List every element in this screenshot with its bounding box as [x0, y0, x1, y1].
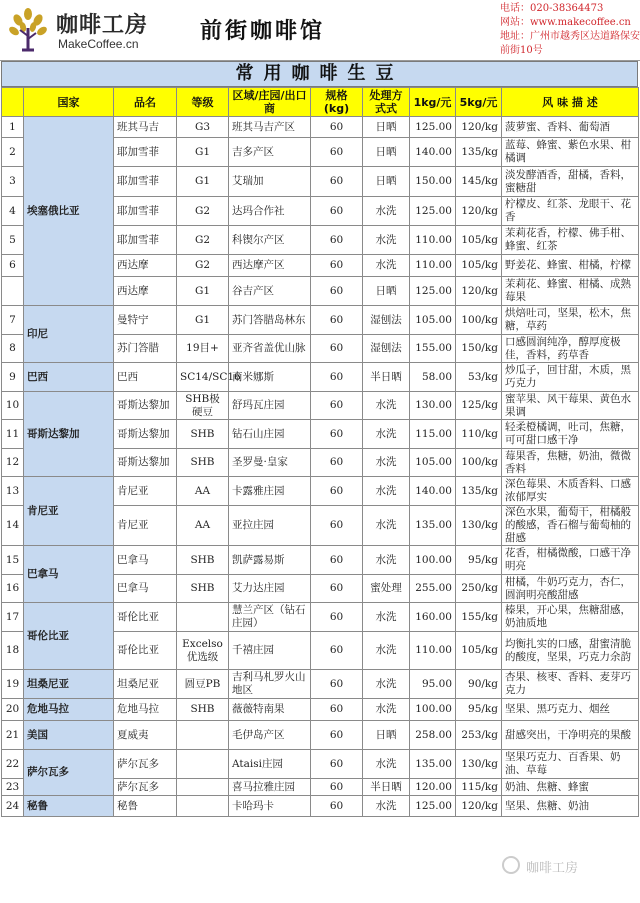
bean-name: 耶加雪菲: [114, 226, 177, 255]
table-row: [2, 392, 639, 420]
bean-spec: 60: [311, 546, 363, 575]
price-1kg: 95.00: [410, 670, 456, 699]
bean-grade: [177, 796, 229, 817]
bean-process: 水洗: [363, 546, 410, 575]
coffee-tree-icon: [8, 6, 48, 54]
contact-info: [500, 2, 640, 58]
bean-spec: 60: [311, 477, 363, 506]
bean-grade: G2: [177, 226, 229, 255]
flavor-description: 甜感突出，干净明亮的果酸: [502, 721, 639, 750]
bean-spec: 60: [311, 117, 363, 138]
bean-process: 半日晒: [363, 779, 410, 796]
price-1kg: 115.00: [410, 420, 456, 449]
bean-spec: 60: [311, 420, 363, 449]
flavor-description: 野姜花、蜂蜜、柑橘，柠檬: [502, 255, 639, 277]
country-cell: 萨尔瓦多: [24, 750, 114, 796]
price-5kg: 125/kg: [456, 392, 502, 420]
price-1kg: 125.00: [410, 796, 456, 817]
bean-grade: SHB: [177, 420, 229, 449]
price-5kg: 135/kg: [456, 477, 502, 506]
row-index: 6: [2, 255, 24, 277]
table-row: [2, 306, 639, 335]
row-index: 16: [2, 575, 24, 603]
flavor-description: 蜜苹果、风干莓果、黄色水果调: [502, 392, 639, 420]
bean-name: 班其马吉: [114, 117, 177, 138]
bean-name: 肯尼亚: [114, 506, 177, 546]
coffee-price-table: [1, 87, 639, 817]
price-5kg: 120/kg: [456, 277, 502, 306]
bean-spec: 60: [311, 699, 363, 721]
contact-address: 地址：广州市越秀区达道路保安前街10号: [500, 31, 640, 56]
bean-process: 湿刨法: [363, 306, 410, 335]
price-1kg: 130.00: [410, 392, 456, 420]
price-1kg: 110.00: [410, 255, 456, 277]
country-cell: 哥斯达黎加: [24, 392, 114, 477]
bean-name: 坦桑尼亚: [114, 670, 177, 699]
price-5kg: 130/kg: [456, 750, 502, 779]
flavor-description: 坚果、焦糖、奶油: [502, 796, 639, 817]
bean-process: 日晒: [363, 721, 410, 750]
bean-name: 哥斯达黎加: [114, 449, 177, 477]
bean-spec: 60: [311, 779, 363, 796]
bean-name: 秘鲁: [114, 796, 177, 817]
price-1kg: 155.00: [410, 335, 456, 363]
bean-process: 水洗: [363, 506, 410, 546]
bean-grade: 圆豆PB: [177, 670, 229, 699]
bean-region: 舒玛瓦庄园: [229, 392, 311, 420]
bean-region: 南米娜斯: [229, 363, 311, 392]
header: [0, 0, 640, 61]
price-1kg: 58.00: [410, 363, 456, 392]
bean-region: 毛伊岛产区: [229, 721, 311, 750]
bean-process: 水洗: [363, 699, 410, 721]
price-1kg: 105.00: [410, 449, 456, 477]
row-index: 20: [2, 699, 24, 721]
bean-region: 吉多产区: [229, 138, 311, 167]
bean-grade: [177, 750, 229, 779]
price-5kg: 150/kg: [456, 335, 502, 363]
row-index: [2, 277, 24, 306]
flavor-description: 茉莉花香，柠檬、佛手柑、蜂蜜、红茶: [502, 226, 639, 255]
price-5kg: 135/kg: [456, 138, 502, 167]
table-row: [2, 670, 639, 699]
row-index: 18: [2, 632, 24, 670]
bean-grade: [177, 779, 229, 796]
bean-spec: 60: [311, 750, 363, 779]
bean-process: 水洗: [363, 226, 410, 255]
bean-region: 圣罗曼·皇家: [229, 449, 311, 477]
bean-process: 水洗: [363, 670, 410, 699]
table-row: [2, 699, 639, 721]
bean-name: 西达摩: [114, 255, 177, 277]
bean-process: 水洗: [363, 603, 410, 632]
watermark: [500, 853, 638, 879]
country-cell: 印尼: [24, 306, 114, 363]
bean-process: 水洗: [363, 449, 410, 477]
flavor-description: 茉莉花、蜂蜜、柑橘、成熟莓果: [502, 277, 639, 306]
price-5kg: 100/kg: [456, 449, 502, 477]
price-5kg: 155/kg: [456, 603, 502, 632]
bean-grade: G2: [177, 197, 229, 226]
bean-region: 薇薇特南果: [229, 699, 311, 721]
bean-grade: SHB: [177, 449, 229, 477]
bean-spec: 60: [311, 632, 363, 670]
table-row: [2, 363, 639, 392]
bean-process: 湿刨法: [363, 335, 410, 363]
bean-spec: 60: [311, 306, 363, 335]
bean-region: Ataisi庄园: [229, 750, 311, 779]
bean-grade: G2: [177, 255, 229, 277]
bean-region: 喜马拉雅庄园: [229, 779, 311, 796]
country-cell: 危地马拉: [24, 699, 114, 721]
table-banner: 常用咖啡生豆: [1, 61, 638, 87]
bean-process: 日晒: [363, 167, 410, 197]
col-header-region: 区域/庄园/出口商: [229, 88, 311, 117]
row-index: 12: [2, 449, 24, 477]
flavor-description: 炒瓜子，回甘甜，木质，黑巧克力: [502, 363, 639, 392]
flavor-description: 榛果，开心果，焦糖甜感，奶油质地: [502, 603, 639, 632]
bean-spec: 60: [311, 138, 363, 167]
bean-process: 日晒: [363, 117, 410, 138]
price-1kg: 100.00: [410, 699, 456, 721]
row-index: 2: [2, 138, 24, 167]
bean-process: 半日晒: [363, 363, 410, 392]
bean-name: 巴拿马: [114, 575, 177, 603]
price-5kg: 105/kg: [456, 255, 502, 277]
contact-website[interactable]: 网站：www.makecoffee.cn: [500, 17, 631, 28]
row-index: 17: [2, 603, 24, 632]
bean-process: 水洗: [363, 392, 410, 420]
row-index: 10: [2, 392, 24, 420]
bean-name: 肯尼亚: [114, 477, 177, 506]
bean-spec: 60: [311, 363, 363, 392]
row-index: 1: [2, 117, 24, 138]
price-1kg: 150.00: [410, 167, 456, 197]
bean-grade: AA: [177, 506, 229, 546]
shop-title: 前街咖啡馆: [200, 19, 326, 44]
bean-grade: G1: [177, 167, 229, 197]
table-row: [2, 721, 639, 750]
row-index: 13: [2, 477, 24, 506]
bean-name: 萨尔瓦多: [114, 779, 177, 796]
bean-spec: 60: [311, 575, 363, 603]
row-index: 7: [2, 306, 24, 335]
bean-process: 水洗: [363, 796, 410, 817]
price-5kg: 95/kg: [456, 699, 502, 721]
country-cell: 哥伦比亚: [24, 603, 114, 670]
flavor-description: 柠檬皮、红茶、龙眼干、花香: [502, 197, 639, 226]
price-5kg: 105/kg: [456, 226, 502, 255]
price-5kg: 105/kg: [456, 632, 502, 670]
bean-region: 艾力达庄园: [229, 575, 311, 603]
col-header-price-1kg: 1kg/元: [410, 88, 456, 117]
col-header-price-5kg: 5kg/元: [456, 88, 502, 117]
bean-grade: G3: [177, 117, 229, 138]
wechat-icon: [502, 856, 520, 874]
bean-process: 水洗: [363, 420, 410, 449]
price-5kg: 53/kg: [456, 363, 502, 392]
country-cell: 肯尼亚: [24, 477, 114, 546]
bean-region: 苏门答腊岛林东: [229, 306, 311, 335]
bean-region: 慧兰产区（钻石庄园）: [229, 603, 311, 632]
row-index: 24: [2, 796, 24, 817]
bean-region: 吉利马札罗火山地区: [229, 670, 311, 699]
bean-region: 凯萨露易斯: [229, 546, 311, 575]
bean-region: 西达摩产区: [229, 255, 311, 277]
col-header-name: 品名: [114, 88, 177, 117]
bean-name: 曼特宁: [114, 306, 177, 335]
price-1kg: 110.00: [410, 226, 456, 255]
price-1kg: 135.00: [410, 506, 456, 546]
flavor-description: 烘焙吐司，坚果，松木，焦糖，草药: [502, 306, 639, 335]
row-index: 15: [2, 546, 24, 575]
row-index: 5: [2, 226, 24, 255]
price-1kg: 110.00: [410, 632, 456, 670]
price-5kg: 95/kg: [456, 546, 502, 575]
price-5kg: 100/kg: [456, 306, 502, 335]
bean-region: 艾瑞加: [229, 167, 311, 197]
logo-text-en: MakeCoffee.cn: [58, 37, 139, 51]
row-index: 14: [2, 506, 24, 546]
price-5kg: 253/kg: [456, 721, 502, 750]
col-header-country: 国家: [24, 88, 114, 117]
bean-grade: Excelso优选级: [177, 632, 229, 670]
bean-name: 哥伦比亚: [114, 603, 177, 632]
flavor-description: 莓果香，焦糖，奶油，微微香料: [502, 449, 639, 477]
bean-name: 耶加雪菲: [114, 167, 177, 197]
bean-name: 苏门答腊: [114, 335, 177, 363]
price-1kg: 125.00: [410, 117, 456, 138]
price-1kg: 125.00: [410, 277, 456, 306]
col-header-spec: 规格(kg): [311, 88, 363, 117]
bean-name: 哥斯达黎加: [114, 392, 177, 420]
bean-name: 夏威夷: [114, 721, 177, 750]
bean-process: 水洗: [363, 255, 410, 277]
bean-grade: SHB极硬豆: [177, 392, 229, 420]
bean-region: 达玛合作社: [229, 197, 311, 226]
country-cell: 巴拿马: [24, 546, 114, 603]
bean-spec: 60: [311, 197, 363, 226]
country-cell: 巴西: [24, 363, 114, 392]
bean-grade: G1: [177, 138, 229, 167]
table-row: [2, 477, 639, 506]
country-cell: 坦桑尼亚: [24, 670, 114, 699]
bean-grade: G1: [177, 277, 229, 306]
bean-region: 千禧庄园: [229, 632, 311, 670]
row-index: 21: [2, 721, 24, 750]
col-header-grade: 等级: [177, 88, 229, 117]
price-5kg: 130/kg: [456, 506, 502, 546]
bean-name: 哥斯达黎加: [114, 420, 177, 449]
bean-process: 蜜处理: [363, 575, 410, 603]
bean-grade: G1: [177, 306, 229, 335]
bean-spec: 60: [311, 255, 363, 277]
price-1kg: 105.00: [410, 306, 456, 335]
table-body: [2, 117, 639, 817]
price-5kg: 120/kg: [456, 796, 502, 817]
bean-grade: SHB: [177, 699, 229, 721]
bean-region: 班其马吉产区: [229, 117, 311, 138]
bean-spec: 60: [311, 226, 363, 255]
price-1kg: 135.00: [410, 750, 456, 779]
bean-name: 萨尔瓦多: [114, 750, 177, 779]
flavor-description: 杏果、核枣、香料、麦芽巧克力: [502, 670, 639, 699]
country-cell: 美国: [24, 721, 114, 750]
price-5kg: 115/kg: [456, 779, 502, 796]
bean-process: 日晒: [363, 277, 410, 306]
bean-grade: AA: [177, 477, 229, 506]
bean-name: 西达摩: [114, 277, 177, 306]
price-1kg: 120.00: [410, 779, 456, 796]
bean-process: 日晒: [363, 138, 410, 167]
col-header-index: [2, 88, 24, 117]
logo[interactable]: [4, 4, 154, 56]
row-index: 4: [2, 197, 24, 226]
country-cell: 埃塞俄比亚: [24, 117, 114, 306]
price-5kg: 120/kg: [456, 197, 502, 226]
flavor-description: 奶油、焦糖、蜂蜜: [502, 779, 639, 796]
country-cell: 秘鲁: [24, 796, 114, 817]
row-index: 11: [2, 420, 24, 449]
bean-grade: SHB: [177, 546, 229, 575]
bean-spec: 60: [311, 506, 363, 546]
row-index: 19: [2, 670, 24, 699]
row-index: 8: [2, 335, 24, 363]
flavor-description: 坚果、黑巧克力、烟丝: [502, 699, 639, 721]
bean-process: 水洗: [363, 750, 410, 779]
bean-name: 耶加雪菲: [114, 138, 177, 167]
bean-region: 科锲尔产区: [229, 226, 311, 255]
price-1kg: 100.00: [410, 546, 456, 575]
flavor-description: 深色水果，葡萄干，柑橘般的酸感，香石榴与葡萄柚的甜感: [502, 506, 639, 546]
price-5kg: 120/kg: [456, 117, 502, 138]
price-5kg: 250/kg: [456, 575, 502, 603]
price-1kg: 140.00: [410, 138, 456, 167]
price-1kg: 140.00: [410, 477, 456, 506]
price-1kg: 125.00: [410, 197, 456, 226]
bean-spec: 60: [311, 335, 363, 363]
watermark-text: 咖啡工房: [526, 861, 579, 876]
bean-name: 巴拿马: [114, 546, 177, 575]
bean-process: 水洗: [363, 632, 410, 670]
bean-region: 亚拉庄园: [229, 506, 311, 546]
table-row: [2, 603, 639, 632]
contact-phone: 电话：020-38364473: [500, 3, 604, 14]
bean-spec: 60: [311, 603, 363, 632]
bean-spec: 60: [311, 449, 363, 477]
flavor-description: 口感圆润纯净，醇厚度极佳，香料，药草香: [502, 335, 639, 363]
bean-spec: 60: [311, 721, 363, 750]
flavor-description: 花香，柑橘微酸，口感干净明亮: [502, 546, 639, 575]
table-header-row: [2, 88, 639, 117]
bean-spec: 60: [311, 277, 363, 306]
bean-region: 谷吉产区: [229, 277, 311, 306]
bean-name: 耶加雪菲: [114, 197, 177, 226]
row-index: 22: [2, 750, 24, 779]
bean-region: 亚齐省盖优山脉: [229, 335, 311, 363]
price-5kg: 110/kg: [456, 420, 502, 449]
price-1kg: 258.00: [410, 721, 456, 750]
bean-grade: [177, 721, 229, 750]
bean-grade: SHB: [177, 575, 229, 603]
logo-text-cn: 咖啡工房: [56, 13, 149, 38]
bean-grade: SC14/SC16: [177, 363, 229, 392]
price-5kg: 145/kg: [456, 167, 502, 197]
flavor-description: 菠萝蜜、香料、葡萄酒: [502, 117, 639, 138]
flavor-description: 坚果巧克力、百香果、奶油、草莓: [502, 750, 639, 779]
bean-name: 危地马拉: [114, 699, 177, 721]
bean-region: 钻石山庄园: [229, 420, 311, 449]
flavor-description: 淡发酵酒香，甜橘，香料，蜜糖甜: [502, 167, 639, 197]
bean-spec: 60: [311, 796, 363, 817]
bean-grade: 19目+: [177, 335, 229, 363]
row-index: 23: [2, 779, 24, 796]
bean-name: 哥伦比亚: [114, 632, 177, 670]
bean-region: 卡哈玛卡: [229, 796, 311, 817]
price-1kg: 160.00: [410, 603, 456, 632]
bean-spec: 60: [311, 670, 363, 699]
bean-process: 水洗: [363, 197, 410, 226]
bean-region: 卡露雅庄园: [229, 477, 311, 506]
row-index: 3: [2, 167, 24, 197]
table-row: [2, 796, 639, 817]
table-row: [2, 117, 639, 138]
bean-grade: [177, 603, 229, 632]
bean-spec: 60: [311, 167, 363, 197]
flavor-description: 蓝莓、蜂蜜、紫色水果、柑橘调: [502, 138, 639, 167]
col-header-process: 处理方式式: [363, 88, 410, 117]
price-5kg: 90/kg: [456, 670, 502, 699]
flavor-description: 轻柔橙橘调，吐司，焦糖，可可甜口感干净: [502, 420, 639, 449]
bean-name: 巴西: [114, 363, 177, 392]
flavor-description: 深色莓果、木质香料、口感浓郁厚实: [502, 477, 639, 506]
bean-process: 水洗: [363, 477, 410, 506]
flavor-description: 均衡扎实的口感，甜蜜清脆的酸度，坚果，巧克力余韵: [502, 632, 639, 670]
bean-spec: 60: [311, 392, 363, 420]
col-header-flavor: 风 味 描 述: [502, 88, 639, 117]
row-index: 9: [2, 363, 24, 392]
table-row: [2, 546, 639, 575]
flavor-description: 柑橘，牛奶巧克力，杏仁，圆润明亮酸甜感: [502, 575, 639, 603]
price-1kg: 255.00: [410, 575, 456, 603]
table-row: [2, 750, 639, 779]
